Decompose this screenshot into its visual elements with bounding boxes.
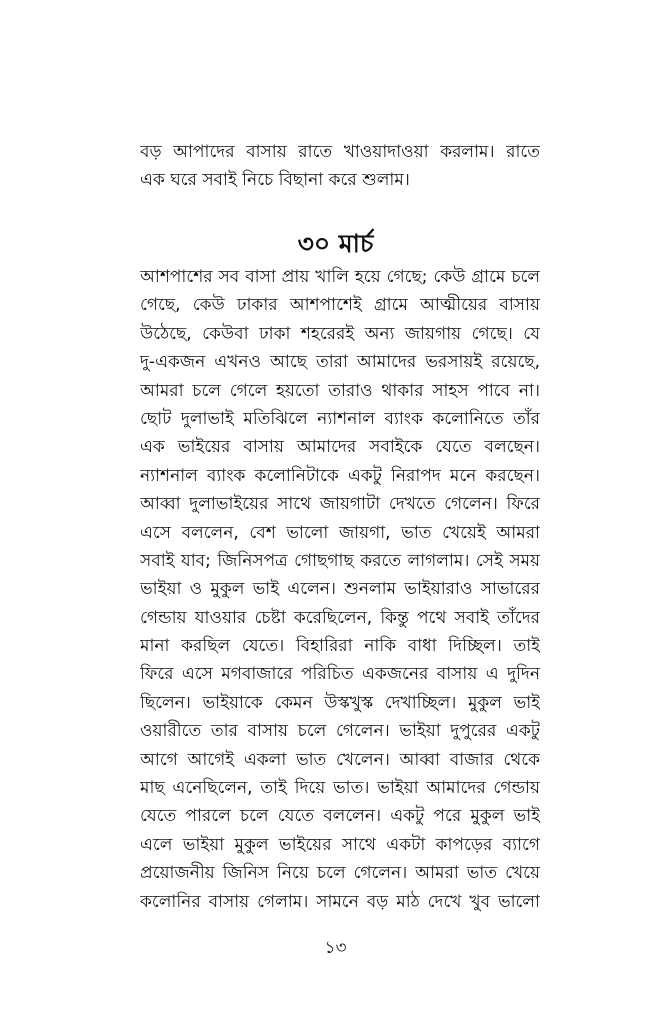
body-line: এক ভাইয়ের বাসায় আমাদের সবাইকে যেতে বলছেন। [140,437,540,458]
body-line: প্রয়োজনীয় জিনিস নিয়ে চলে গেলেন। আমরা ভাত খেয়ে [140,863,540,884]
body-line: ওয়ারীতে তার বাসায় চলে গেলেন। ভাইয়া দুপুরের একটু [140,721,540,742]
body-line: মানা করছিল যেতে। বিহারিরা নাকি বাধা দিচ্ছিল। তাই [140,636,540,657]
body-line: এলে ভাইয়া মুকুল ভাইয়ের সাথে একটা কাপড়ের ব্যাগে [140,834,540,855]
body-line: ভাইয়া ও মুকুল ভাই এলেন। শুনলাম ভাইয়ারাও সাভারের [140,579,540,600]
body-line: সবাই যাব; জিনিসপত্র গোছগাছ করতে লাগলাম। সেই সময় [140,550,540,571]
body-line: আগে আগেই একলা ভাত খেলেন। আব্বা বাজার থেকে [140,749,540,770]
body-line: দু-একজন এখনও আছে তারা আমাদের ভরসায়ই রয়েছে, [140,352,540,373]
body-line: ছিলেন। ভাইয়াকে কেমন উস্কখুস্ক দেখাচ্ছিল। মুকুল ভাই [140,692,540,713]
body-line: ফিরে এসে মগবাজারে পরিচিত একজনের বাসায় এ দুদিন [140,664,540,685]
page-number: ১৩ [324,938,347,958]
body-line: মাছ এনেছিলেন, তাই দিয়ে ভাত। ভাইয়া আমাদের গেন্ডায় [140,778,540,799]
intro-line: বড় আপাদের বাসায় রাতে খাওয়াদাওয়া করলাম। রাতে [140,142,540,162]
body-paragraph [140,263,540,916]
body-line: আব্বা দুলাভাইয়ের সাথে জায়গাটা দেখতে গেলেন। ফিরে [140,494,540,515]
body-line: আশপাশের সব বাসা প্রায় খালি হয়ে গেছে; কেউ গ্রামে চলে [140,267,540,287]
body-line: এসে বললেন, বেশ ভালো জায়গা, ভাত খেয়েই আমরা [140,522,540,543]
body-line: কলোনির বাসায় গেলাম। সামনে বড় মাঠ দেখে খুব ভালো [140,891,540,912]
body-line: যেতে পারলে চলে যেতে বললেন। একটু পরে মুকুল ভাই [140,806,540,827]
intro-paragraph [140,138,540,194]
intro-line: এক ঘরে সবাই নিচে বিছানা করে শুলাম। [140,170,410,190]
date-heading: ৩০ মার্চ [297,229,374,258]
body-line: উঠেছে, কেউবা ঢাকা শহরেরই অন্য জায়গায় গেছে। যে [140,323,540,344]
body-line: ন্যাশনাল ব্যাংক কলোনিটাকে একটু নিরাপদ মনে করছেন। [140,465,540,486]
body-line: ছোট দুলাভাই মতিঝিলে ন্যাশনাল ব্যাংক কলোনিতে তাঁর [140,408,540,429]
body-line: গেন্ডায় যাওয়ার চেষ্টা করেছিলেন, কিন্তু পথে সবাই তাঁদের [140,607,540,628]
body-line: গেছে, কেউ ঢাকার আশপাশেই গ্রামে আত্মীয়ের বাসায় [140,295,540,316]
body-line: আমরা চলে গেলে হয়তো তারাও থাকার সাহস পাবে না। [140,380,540,401]
